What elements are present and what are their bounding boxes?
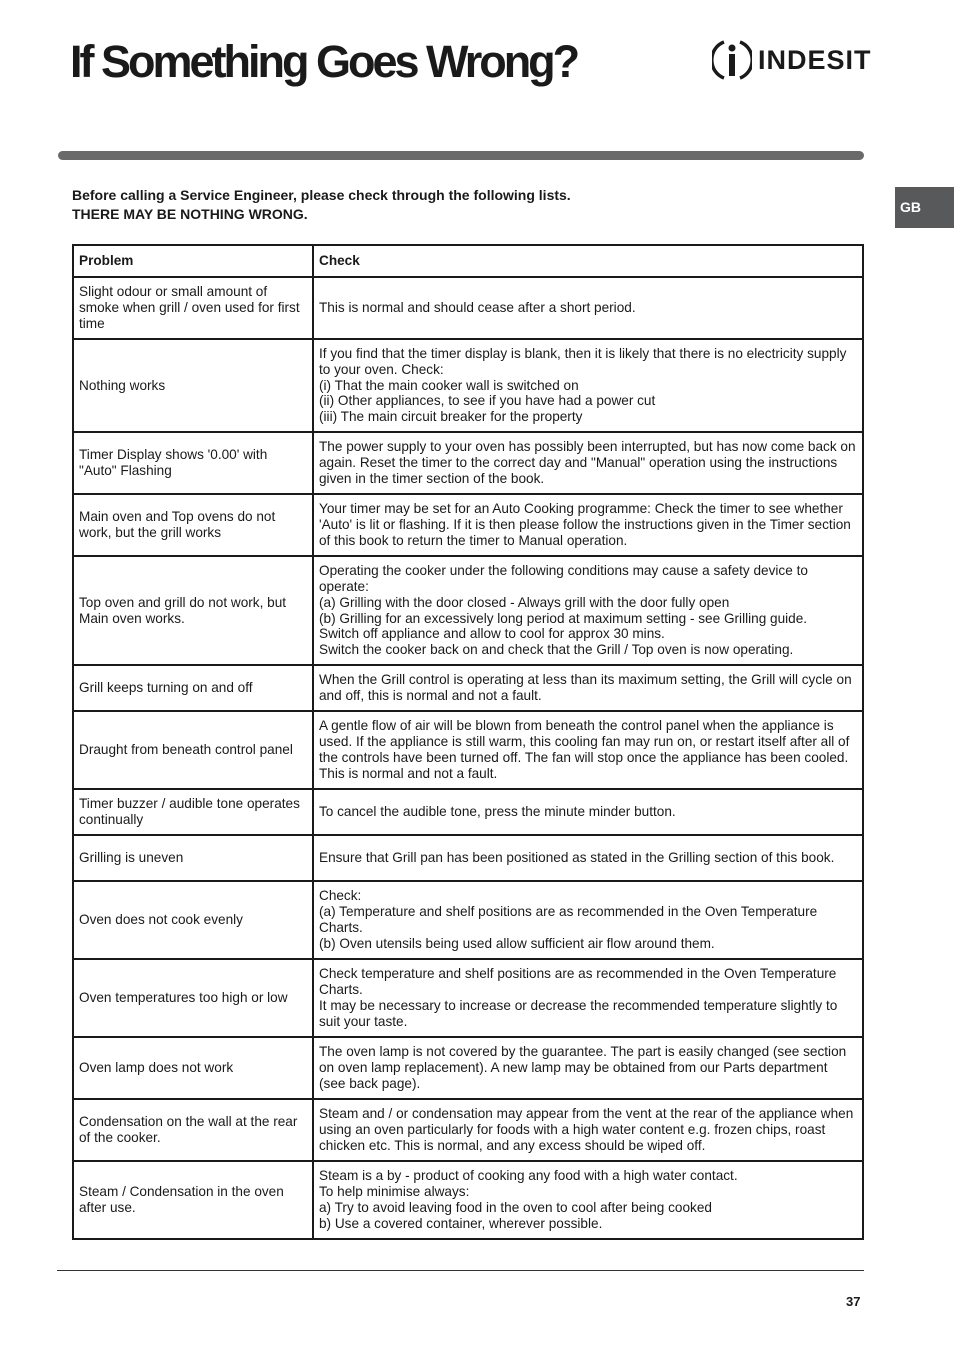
problem-cell: Steam / Condensation in the oven after use. (73, 1161, 313, 1239)
problem-cell: Draught from beneath control panel (73, 711, 313, 789)
check-line: Steam and / or condensation may appear from the vent at the rear of the appliance when using an oven particularly for foods with a high water content e.g. frozen chips, roast chicken etc. This is normal, and any excess should be wiped off. (319, 1106, 854, 1153)
check-line: The power supply to your oven has possibly been interrupted, but has now come back on again. Reset the timer to the correct day and "Manual" operation using the instructions given in the timer section of the book. (319, 439, 856, 486)
check-cell (313, 1161, 863, 1239)
table-row (73, 835, 863, 881)
column-header-check: Check (313, 245, 863, 277)
check-cell (313, 494, 863, 556)
table-header-row (73, 245, 863, 277)
problem-cell: Nothing works (73, 339, 313, 432)
footer-divider (57, 1270, 864, 1271)
check-cell (313, 1037, 863, 1099)
check-line: (b) Oven utensils being used allow sufficient air flow around them. (319, 935, 715, 951)
problem-cell: Top oven and grill do not work, but Main oven works. (73, 556, 313, 665)
check-line: Ensure that Grill pan has been positioned as stated in the Grilling section of this book. (319, 850, 835, 866)
troubleshooting-table (72, 244, 864, 1240)
check-line: Check: (319, 888, 362, 904)
problem-cell: Oven lamp does not work (73, 1037, 313, 1099)
check-line: (a) Temperature and shelf positions are as recommended in the Oven Temperature Charts. (319, 904, 818, 935)
check-cell (313, 665, 863, 711)
table-row (73, 881, 863, 959)
brand-name: INDESIT (758, 44, 872, 75)
table-row (73, 1099, 863, 1161)
indesit-logo-icon (712, 38, 752, 82)
check-line: Steam is a by - product of cooking any food with a high water contact. (319, 1168, 738, 1184)
table-row (73, 339, 863, 432)
check-line: (b) Grilling for an excessively long period at maximum setting - see Grilling guide. (319, 610, 808, 626)
check-line: (ii) Other appliances, to see if you have had a power cut (319, 393, 656, 409)
problem-cell: Oven temperatures too high or low (73, 959, 313, 1037)
check-line: b) Use a covered container, wherever possible. (319, 1215, 603, 1231)
check-line: (i) That the main cooker wall is switched on (319, 377, 579, 393)
intro-line-1: Before calling a Service Engineer, please check through the following lists. (72, 187, 571, 203)
check-line: Your timer may be set for an Auto Cooking programme: Check the timer to see whether 'Auto' is lit or flashing. If it is then please follow the instructions given in the Timer section of this book to return the timer to Manual operation. (319, 501, 851, 548)
check-line: Switch off appliance and allow to cool for approx 30 mins. (319, 626, 665, 642)
intro-line-2: THERE MAY BE NOTHING WRONG. (72, 206, 308, 222)
problem-cell: Timer Display shows '0.00' with "Auto" Flashing (73, 432, 313, 494)
check-cell (313, 339, 863, 432)
table-row (73, 432, 863, 494)
table-row (73, 1037, 863, 1099)
problem-cell: Main oven and Top ovens do not work, but the grill works (73, 494, 313, 556)
table-row (73, 277, 863, 339)
language-tab: GB (895, 187, 954, 228)
table-row (73, 494, 863, 556)
column-header-problem: Problem (73, 245, 313, 277)
table-row (73, 1161, 863, 1239)
check-line: This is normal and should cease after a short period. (319, 300, 636, 316)
intro-text (72, 186, 571, 224)
check-cell (313, 1099, 863, 1161)
check-cell (313, 556, 863, 665)
check-line: Check temperature and shelf positions are as recommended in the Oven Temperature Charts. (319, 966, 837, 998)
problem-cell: Grill keeps turning on and off (73, 665, 313, 711)
problem-cell: Slight odour or small amount of smoke when grill / oven used for first time (73, 277, 313, 339)
check-cell (313, 711, 863, 789)
check-line: It may be necessary to increase or decrease the recommended temperature slightly to suit your taste. (319, 998, 838, 1029)
check-line: A gentle flow of air will be blown from beneath the control panel when the appliance is used. If the appliance is still warm, this cooling fan may run on, or restart itself after all of the controls have been turned off. The fan will stop once the appliance has been cooled. This is normal and not a fault. (319, 718, 850, 781)
check-cell (313, 789, 863, 835)
problem-cell: Timer buzzer / audible tone operates continually (73, 789, 313, 835)
check-line: The oven lamp is not covered by the guarantee. The part is easily changed (see section on oven lamp replacement). A new lamp may be obtained from our Parts department (see back page). (319, 1044, 847, 1091)
check-cell (313, 835, 863, 881)
table-row (73, 959, 863, 1037)
problem-cell: Grilling is uneven (73, 835, 313, 881)
check-line: (iii) The main circuit breaker for the property (319, 409, 583, 425)
table-row (73, 789, 863, 835)
check-line: When the Grill control is operating at less than its maximum setting, the Grill will cycle on and off, this is normal and not a fault. (319, 672, 852, 703)
check-line: To cancel the audible tone, press the minute minder button. (319, 804, 676, 820)
page-number: 37 (846, 1294, 861, 1309)
check-line: To help minimise always: (319, 1184, 470, 1200)
page-title: If Something Goes Wrong? (70, 36, 578, 87)
check-cell (313, 881, 863, 959)
table-row (73, 556, 863, 665)
brand-logo (712, 38, 872, 82)
table-body (73, 277, 863, 1239)
check-cell (313, 959, 863, 1037)
check-line: (a) Grilling with the door closed - Always grill with the door fully open (319, 594, 730, 610)
table-row (73, 711, 863, 789)
problem-cell: Condensation on the wall at the rear of the cooker. (73, 1099, 313, 1161)
check-line: If you find that the timer display is blank, then it is likely that there is no electricity supply to your oven. Check: (319, 346, 847, 377)
check-cell (313, 277, 863, 339)
check-cell (313, 432, 863, 494)
check-line: Switch the cooker back on and check that the Grill / Top oven is now operating. (319, 642, 794, 658)
check-line: Operating the cooker under the following conditions may cause a safety device to operate: (319, 563, 808, 594)
header-divider (58, 151, 864, 160)
check-line: a) Try to avoid leaving food in the oven to cool after being cooked (319, 1200, 712, 1215)
problem-cell: Oven does not cook evenly (73, 881, 313, 959)
table-row (73, 665, 863, 711)
